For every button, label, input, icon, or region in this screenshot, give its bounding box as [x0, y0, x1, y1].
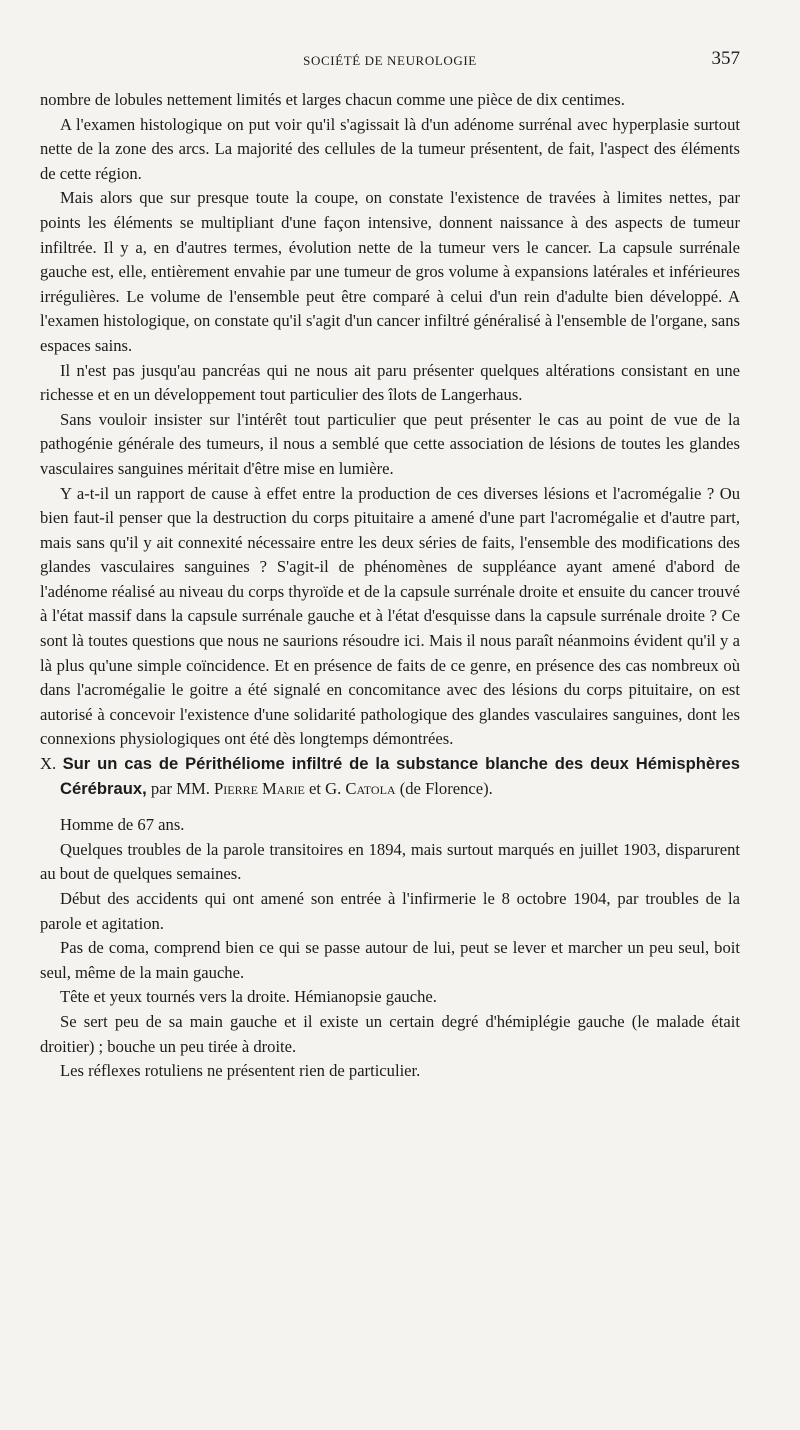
running-head — [40, 48, 740, 72]
paragraph: nombre de lobules nettement limités et larges chacun comme une pièce de dix centimes. — [40, 90, 625, 109]
case-paragraph: Début des accidents qui ont amené son entrée à l'infirmerie le 8 octobre 1904, par troubles de la parole et agitation. — [40, 889, 740, 933]
author-affiliation: (de Florence). — [399, 778, 493, 798]
paragraph: Il n'est pas jusqu'au pancréas qui ne nous ait paru présenter quelques altérations consistant en une richesse et en un développement tout particulier des îlots de Langerhaus. — [40, 360, 740, 405]
paragraph: Sans vouloir insister sur l'intérêt tout particulier que peut présenter le cas au point de vue de la pathogénie générale des tumeurs, il nous a semblé que cette association de lésions de toutes les glandes vasculaires sanguines méritait d'être mise en lumière. — [40, 409, 740, 478]
section-number: X. — [40, 754, 57, 774]
paragraph: Y a-t-il un rapport de cause à effet entre la production de ces diverses lésions et l'acromégalie ? Ou bien faut-il penser que la destruction du corps pituitaire a amené d'une part l'acromégalie et d'autre part, mais sans qu'il y ait connexité nécessaire entre les deux séries de faits, l'ensemble des modifications des glandes vasculaires sanguines ? S'agit-il de phénomènes de suppléance ayant amené d'abord de l'adénome réalisé au niveau du corps thyroïde et de la capsule surrénale droite et ensuite du cancer trouvé à l'état massif dans la capsule surrénale gauche et à l'état d'esquisse dans la capsule surrénale droite ? Ce sont là toutes questions que nous ne saurions résoudre ici. Mais il nous paraît néanmoins évident qu'il y a là plus qu'une simple coïncidence. Et en présence de faits de ce genre, en présence des cas nombreux où dans l'acromégalie le goitre a été signalé en concomitance avec des lésions du corps pituitaire, on est autorisé à concevoir l'existence d'une solidarité pathologique des glandes vasculaires sanguines, dont les connexions physiologiques ont été dès longtemps démontrées. — [40, 483, 740, 749]
body-text — [40, 88, 740, 1084]
paragraph: Mais alors que sur presque toute la coupe, on constate l'existence de travées à limites nettes, par points les éléments se multipliant d'une façon intensive, donnent naissance à des aspects de tumeur infiltrée. Il y a, en d'autres termes, évolution nette de la tumeur vers le cancer. La capsule surrénale gauche est, elle, entièrement envahie par une tumeur de gros volume à expansions latérales et inférieures irrégulières. Le volume de l'ensemble peut être comparé à celui d'un rein d'adulte bien développé. A l'examen histologique, on constate qu'il s'agit d'un cancer infiltré généralisé à l'ensemble de l'organe, sans espaces sains. — [40, 188, 740, 355]
case-paragraph: Se sert peu de sa main gauche et il existe un certain degré d'hémiplégie gauche (le malade était droitier) ; bouche un peu tirée à droite. — [40, 1011, 740, 1056]
case-paragraph: Quelques troubles de la parole transitoires en 1894, mais surtout marqués en juillet 1903, disparurent au bout de quelques semaines. — [40, 839, 740, 884]
case-paragraph: Les réflexes rotuliens ne présentent rien de particulier. — [60, 1061, 421, 1081]
page-number: 357 — [711, 48, 740, 69]
authors-prefix: par MM. — [150, 778, 210, 798]
section-title: Sur un cas de Périthéliome infiltré de la substance blanche des deux Hémisphères Cérébraux, — [60, 754, 741, 798]
author-2: G. Catola — [325, 778, 396, 798]
case-paragraph: Tête et yeux tournés vers la droite. Hémianopsie gauche. — [60, 987, 437, 1007]
running-title: SOCIÉTÉ DE NEUROLOGIE — [303, 53, 477, 68]
author-1: Pierre Marie — [214, 778, 305, 798]
authors-and: et — [308, 778, 321, 798]
case-paragraph: Pas de coma, comprend bien ce qui se passe autour de lui, peut se lever et marcher un peu seul, boit seul, même de la main gauche. — [40, 938, 740, 982]
section-heading — [40, 752, 740, 801]
paragraph: A l'examen histologique on put voir qu'il s'agissait là d'un adénome surrénal avec hyperplasie surtout nette de la zone des arcs. La majorité des cellules de la tumeur présentent, de fait, l'aspect des éléments de cette région. — [40, 114, 740, 183]
case-paragraph: Homme de 67 ans. — [60, 815, 185, 835]
